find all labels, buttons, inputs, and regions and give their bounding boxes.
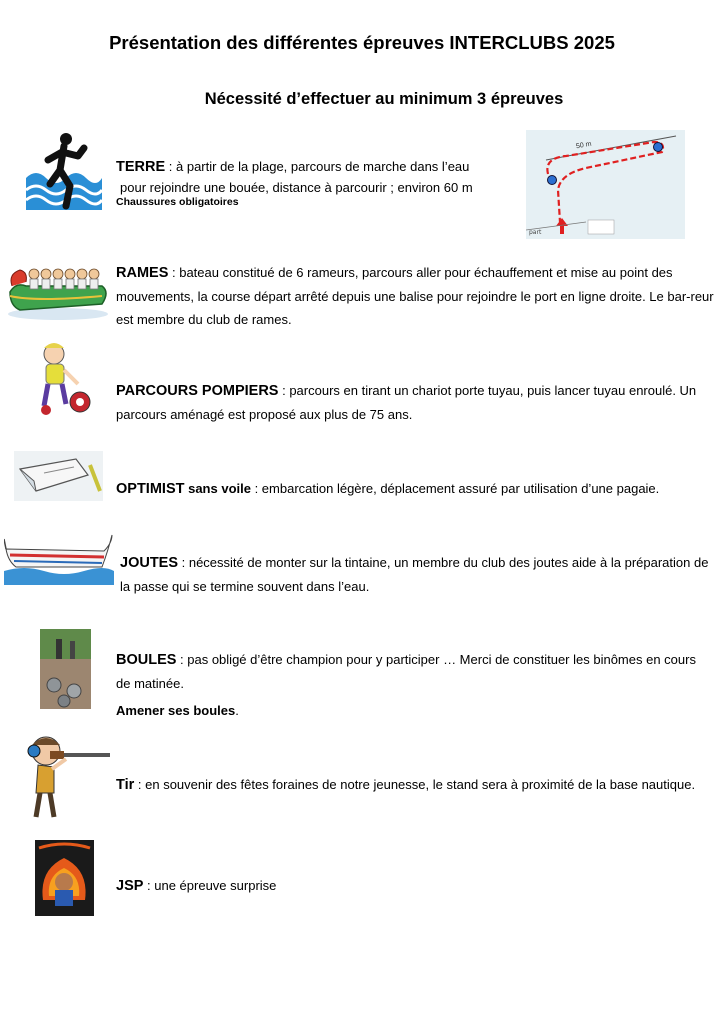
optimist-dinghy-icon	[14, 451, 103, 501]
event-tir	[116, 773, 714, 797]
event-optimist-name: OPTIMIST	[116, 481, 185, 497]
event-terre-note: Chaussures obligatoires	[116, 196, 239, 208]
event-terre-desc-line2: pour rejoindre une bouée, distance à parcourir ; environ 60 m	[120, 180, 473, 195]
runner-icon	[26, 130, 102, 210]
event-pompiers-name: PARCOURS POMPIERS	[116, 383, 279, 399]
event-optimist	[116, 477, 714, 501]
dragon-boat-icon	[6, 252, 110, 322]
event-jsp-name: JSP	[116, 878, 144, 894]
petanque-photo	[40, 629, 91, 709]
event-joutes	[120, 551, 722, 598]
svg-text:part: part	[529, 229, 542, 236]
event-boules-note-end: .	[235, 703, 239, 718]
event-terre-desc-line1: : à partir de la plage, parcours de marche dans l’eau	[165, 159, 470, 174]
jsp-badge-image	[35, 840, 94, 916]
event-optimist-name-suffix: sans voile	[184, 481, 251, 496]
firefighter-cart-icon	[34, 340, 94, 420]
event-joutes-desc: : nécessité de monter sur la tintaine, un membre du club des joutes aide à la préparation de la passe qui se termine souvent dans l’eau.	[120, 555, 709, 594]
page-subtitle: Nécessité d’effectuer au minimum 3 épreuves	[204, 90, 564, 108]
event-rames	[116, 261, 714, 331]
event-tir-name: Tir	[116, 777, 135, 793]
event-terre	[116, 155, 516, 210]
event-optimist-desc: : embarcation légère, déplacement assuré par utilisation d’une pagaie.	[250, 481, 660, 496]
terre-course-map	[526, 130, 685, 239]
event-boules-name: BOULES	[116, 652, 177, 668]
event-tir-desc: : en souvenir des fêtes foraines de notre jeunesse, le stand sera à proximité de la base nautique.	[134, 777, 696, 792]
event-rames-desc: : bateau constitué de 6 rameurs, parcours aller pour échauffement et mise au point des mouvements, la course départ arrêté depuis une balise pour rejoindre le port en ligne droite. Le bar-reur est membre du club de rames.	[116, 265, 714, 327]
event-pompiers-desc: : parcours en tirant un chariot porte tuyau, puis lancer tuyau enroulé. Un parcours aménagé est proposé aux plus de 75 ans.	[116, 383, 697, 422]
event-joutes-name: JOUTES	[120, 555, 179, 571]
event-boules	[116, 648, 714, 722]
page-title: Présentation des différentes épreuves INTERCLUBS 2025	[109, 32, 615, 53]
event-jsp	[116, 874, 714, 898]
event-rames-name: RAMES	[116, 265, 169, 281]
jousting-boat-icon	[4, 527, 114, 585]
event-boules-note: Amener ses boules	[116, 703, 236, 718]
map-distance-label: 50 m	[575, 140, 593, 151]
event-terre-name: TERRE	[116, 159, 166, 175]
event-pompiers	[116, 379, 714, 426]
event-boules-desc: : pas obligé d’être champion pour y participer … Merci de constituer les binômes en cours de matinée.	[116, 652, 696, 691]
event-jsp-desc: : une épreuve surprise	[143, 878, 277, 893]
shooter-icon	[10, 729, 110, 821]
